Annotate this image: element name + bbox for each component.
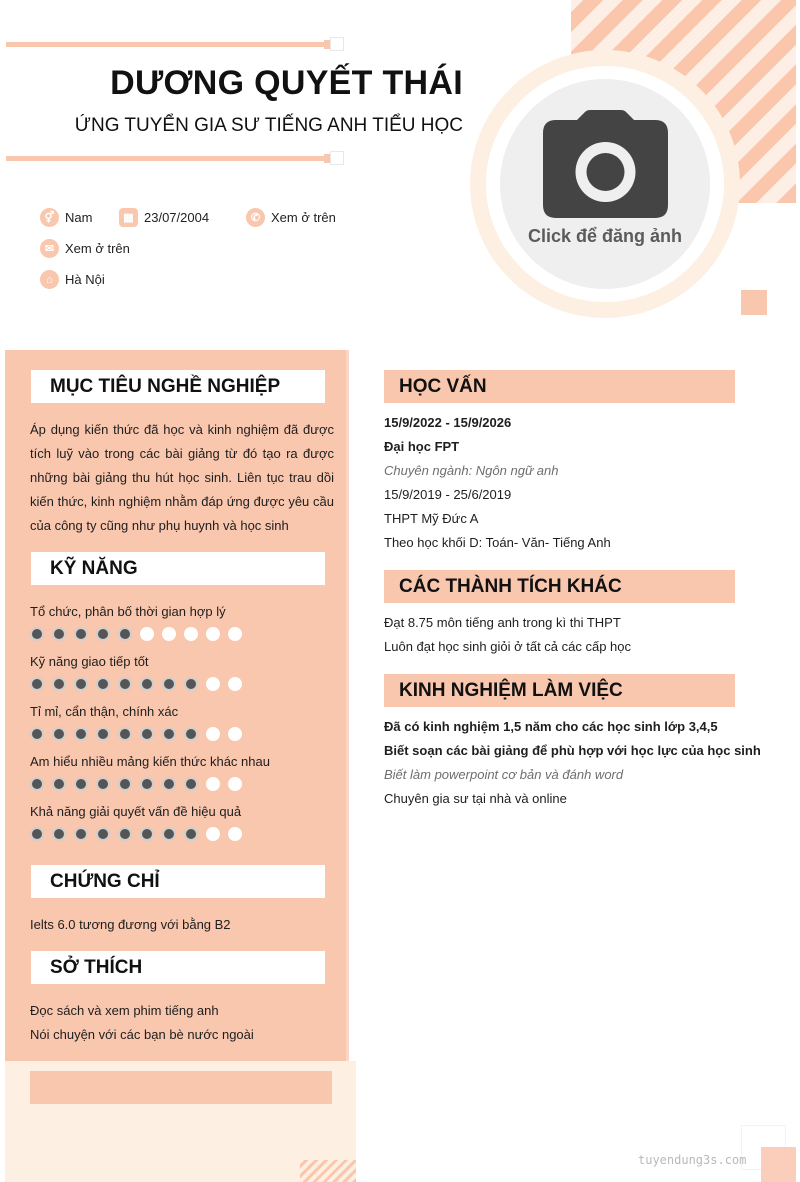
home-icon: ⌂ — [40, 270, 59, 289]
rating-dot-filled[interactable] — [74, 677, 88, 691]
contact-phone[interactable]: ✆ Xem ở trên — [246, 208, 336, 227]
top-decor-line — [6, 37, 342, 51]
rating-dot-empty[interactable] — [228, 777, 242, 791]
rating-dot-empty[interactable] — [206, 677, 220, 691]
objective-text[interactable]: Áp dụng kiến thức đã học và kinh nghiệm đã được tích luỹ vào trong các bài giảng từ đó tạo ra được những bài giảng thu hút học sinh. Liên tục trau dồi kiến thức, kinh nghiệm nhằm đáp ứng được yêu cầu của công ty cũng như phụ huynh và học sinh — [30, 422, 334, 533]
rating-dot-empty[interactable] — [206, 827, 220, 841]
rating-dot-filled[interactable] — [52, 677, 66, 691]
rating-dot-empty[interactable] — [228, 727, 242, 741]
hobby-item[interactable]: Nói chuyện với các bạn bè nước ngoài — [30, 1027, 254, 1042]
rating-dot-filled[interactable] — [30, 777, 44, 791]
rating-dot-filled[interactable] — [96, 727, 110, 741]
rating-dot-filled[interactable] — [74, 727, 88, 741]
certificate-item[interactable]: Ielts 6.0 tương đương với bằng B2 — [30, 917, 231, 932]
skill-rating[interactable] — [30, 777, 242, 791]
rating-dot-filled[interactable] — [52, 727, 66, 741]
education-detail[interactable]: Theo học khối D: Toán- Văn- Tiếng Anh — [384, 535, 611, 550]
rating-dot-filled[interactable] — [184, 727, 198, 741]
rating-dot-filled[interactable] — [118, 827, 132, 841]
rating-dot-filled[interactable] — [96, 677, 110, 691]
skill-label[interactable]: Tổ chức, phân bố thời gian hợp lý — [30, 604, 226, 619]
corner-decoration — [761, 1147, 796, 1182]
education-school[interactable]: Đại học FPT — [384, 439, 460, 454]
education-major[interactable]: Chuyên ngành: Ngôn ngữ anh — [384, 463, 559, 478]
rating-dot-empty[interactable] — [228, 827, 242, 841]
rating-dot-empty[interactable] — [206, 777, 220, 791]
skill-label[interactable]: Tỉ mỉ, cẩn thận, chính xác — [30, 704, 179, 719]
candidate-name[interactable]: DƯƠNG QUYẾT THÁI — [110, 64, 463, 102]
camera-icon — [543, 110, 668, 218]
rating-dot-filled[interactable] — [118, 777, 132, 791]
objective-heading[interactable]: MỤC TIÊU NGHỀ NGHIỆP — [31, 370, 325, 403]
contact-birthday[interactable]: ▦ 23/07/2004 — [119, 208, 209, 227]
rating-dot-empty[interactable] — [228, 677, 242, 691]
rating-dot-filled[interactable] — [118, 627, 132, 641]
email-icon: ✉ — [40, 239, 59, 258]
rating-dot-empty[interactable] — [206, 627, 220, 641]
rating-dot-filled[interactable] — [74, 627, 88, 641]
skill-rating[interactable] — [30, 627, 242, 641]
rating-dot-empty[interactable] — [228, 627, 242, 641]
rating-dot-filled[interactable] — [52, 827, 66, 841]
rating-dot-filled[interactable] — [30, 727, 44, 741]
rating-dot-filled[interactable] — [96, 777, 110, 791]
experience-item[interactable]: Biết soạn các bài giảng để phù hợp với học lực của học sinh — [384, 743, 761, 758]
rating-dot-filled[interactable] — [184, 677, 198, 691]
education-school[interactable]: THPT Mỹ Đức A — [384, 511, 479, 526]
phone-icon: ✆ — [246, 208, 265, 227]
contact-gender[interactable]: ⚥ Nam — [40, 208, 92, 227]
bottom-decor-line — [6, 151, 342, 165]
rating-dot-filled[interactable] — [140, 777, 154, 791]
rating-dot-empty[interactable] — [140, 627, 154, 641]
experience-item[interactable]: Biết làm powerpoint cơ bản và đánh word — [384, 767, 624, 782]
award-item[interactable]: Đạt 8.75 môn tiếng anh trong kì thi THPT — [384, 615, 621, 630]
rating-dot-filled[interactable] — [184, 827, 198, 841]
rating-dot-filled[interactable] — [162, 727, 176, 741]
awards-heading[interactable]: CÁC THÀNH TÍCH KHÁC — [384, 570, 735, 603]
rating-dot-filled[interactable] — [52, 627, 66, 641]
contact-email[interactable]: ✉ Xem ở trên — [40, 239, 130, 258]
skill-label[interactable]: Kỹ năng giao tiếp tốt — [30, 654, 149, 669]
award-item[interactable]: Luôn đạt học sinh giỏi ở tất cả các cấp học — [384, 639, 632, 654]
education-period[interactable]: 15/9/2019 - 25/6/2019 — [384, 487, 512, 502]
gender-icon: ⚥ — [40, 208, 59, 227]
rating-dot-empty[interactable] — [184, 627, 198, 641]
applied-position[interactable]: ỨNG TUYỂN GIA SƯ TIẾNG ANH TIỂU HỌC — [74, 115, 463, 136]
rating-dot-filled[interactable] — [184, 777, 198, 791]
experience-item[interactable]: Đã có kinh nghiệm 1,5 năm cho các học sinh lớp 3,4,5 — [384, 719, 718, 734]
rating-dot-filled[interactable] — [162, 677, 176, 691]
rating-dot-filled[interactable] — [74, 777, 88, 791]
rating-dot-empty[interactable] — [162, 627, 176, 641]
rating-dot-filled[interactable] — [118, 677, 132, 691]
rating-dot-empty[interactable] — [206, 727, 220, 741]
rating-dot-filled[interactable] — [30, 827, 44, 841]
hobby-item[interactable]: Đọc sách và xem phim tiếng anh — [30, 1003, 219, 1018]
rating-dot-filled[interactable] — [140, 677, 154, 691]
left-footer-bar — [30, 1071, 332, 1104]
education-period[interactable]: 15/9/2022 - 15/9/2026 — [384, 415, 512, 430]
skill-rating[interactable] — [30, 727, 242, 741]
rating-dot-filled[interactable] — [162, 827, 176, 841]
rating-dot-filled[interactable] — [52, 777, 66, 791]
hobbies-heading[interactable]: SỞ THÍCH — [31, 951, 325, 984]
square-decoration — [741, 290, 767, 315]
rating-dot-filled[interactable] — [96, 827, 110, 841]
experience-heading[interactable]: KINH NGHIỆM LÀM VIỆC — [384, 674, 735, 707]
rating-dot-filled[interactable] — [30, 677, 44, 691]
skill-rating[interactable] — [30, 677, 242, 691]
rating-dot-filled[interactable] — [30, 627, 44, 641]
skill-label[interactable]: Am hiểu nhiều mảng kiến thức khác nhau — [30, 754, 270, 769]
rating-dot-filled[interactable] — [140, 727, 154, 741]
experience-item[interactable]: Chuyên gia sư tại nhà và online — [384, 791, 567, 806]
rating-dot-filled[interactable] — [96, 627, 110, 641]
rating-dot-filled[interactable] — [74, 827, 88, 841]
watermark: tuyendung3s.com — [638, 1153, 747, 1167]
skills-heading[interactable]: KỸ NĂNG — [31, 552, 325, 585]
contact-address[interactable]: ⌂ Hà Nội — [40, 270, 105, 289]
certificates-heading[interactable]: CHỨNG CHỈ — [31, 865, 325, 898]
education-heading[interactable]: HỌC VẤN — [384, 370, 735, 403]
skill-label[interactable]: Khả năng giải quyết vấn đề hiệu quả — [30, 804, 242, 819]
rating-dot-filled[interactable] — [140, 827, 154, 841]
rating-dot-filled[interactable] — [118, 727, 132, 741]
upload-photo-text[interactable]: Click để đăng ảnh — [527, 226, 683, 246]
calendar-icon: ▦ — [119, 208, 138, 227]
skill-rating[interactable] — [30, 827, 242, 841]
rating-dot-filled[interactable] — [162, 777, 176, 791]
